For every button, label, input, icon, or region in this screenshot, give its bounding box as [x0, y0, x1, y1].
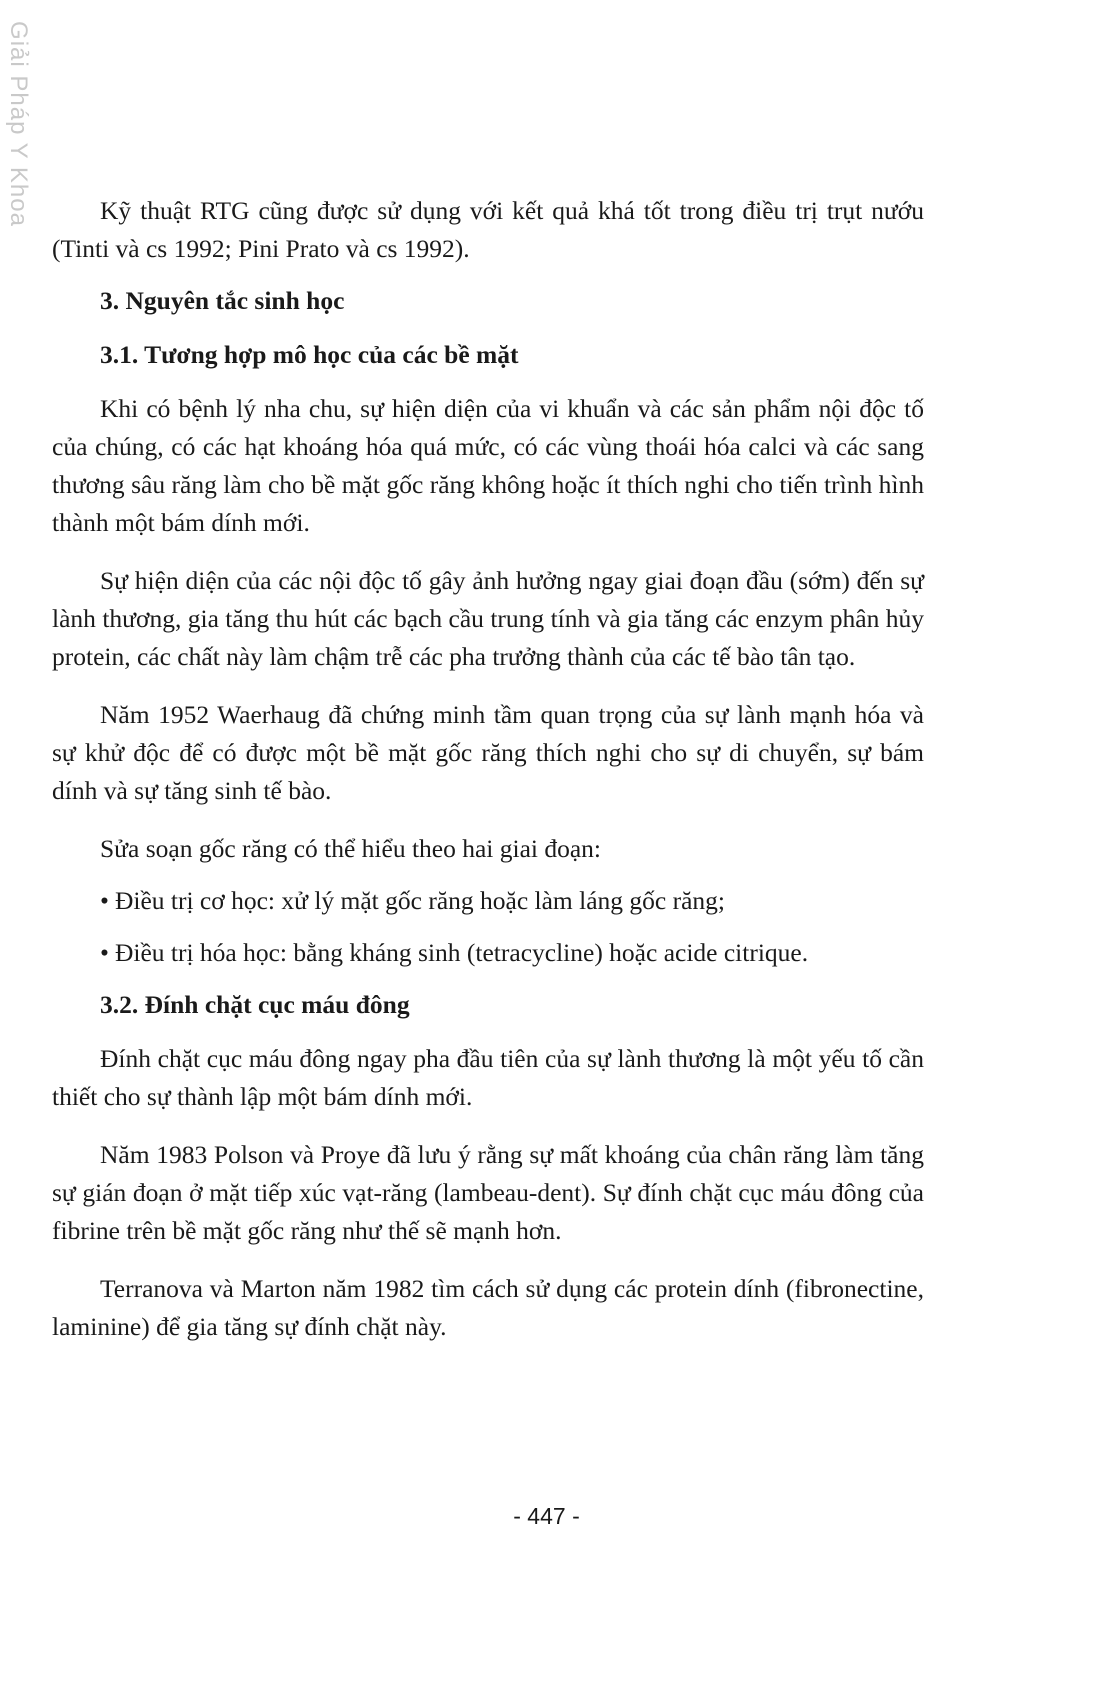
- heading-section-3: 3. Nguyên tắc sinh học: [100, 286, 345, 315]
- paragraph-terranova-marton: Terranova và Marton năm 1982 tìm cách sử dụng các protein dính (fibronectine, laminine) để gia tăng sự đính chặt này.: [52, 1274, 924, 1341]
- paragraph-periodontal: Khi có bệnh lý nha chu, sự hiện diện của vi khuẩn và các sản phẩm nội độc tố của chúng, có các hạt khoáng hóa quá mức, có các vùng thoái hóa calci và các sang thương sâu răng làm cho bề mặt gốc răng không hoặc ít thích nghi cho tiến trình hình thành một bám dính mới.: [52, 394, 924, 537]
- list-item-text: Điều trị hóa học: bằng kháng sinh (tetracycline) hoặc acide citrique.: [114, 938, 809, 967]
- bullet-icon: •: [100, 938, 109, 967]
- page-content: [52, 192, 924, 1366]
- watermark-text: Giải Pháp Y Khoa: [5, 21, 32, 227]
- paragraph-clot-adhesion: Đính chặt cục máu đông ngay pha đầu tiên của sự lành thương là một yếu tố cần thiết cho sự thành lập một bám dính mới.: [52, 1044, 924, 1111]
- treatment-list: [52, 882, 924, 972]
- paragraph-polson-proye: Năm 1983 Polson và Proye đã lưu ý rằng sự mất khoáng của chân răng làm tăng sự gián đoạn ở mặt tiếp xúc vạt-răng (lambeau-dent). Sự đính chặt cục máu đông của fibrine trên bề mặt gốc răng như thế sẽ mạnh hơn.: [52, 1140, 924, 1245]
- page-number: - 447 -: [513, 1503, 580, 1529]
- paragraph-endotoxin: Sự hiện diện của các nội độc tố gây ảnh hưởng ngay giai đoạn đầu (sớm) đến sự lành thương, gia tăng thu hút các bạch cầu trung tính và gia tăng các enzym phân hủy protein, các chất này làm chậm trễ các pha trưởng thành của các tế bào tân tạo.: [52, 566, 924, 671]
- paragraph-waerhaug: Năm 1952 Waerhaug đã chứng minh tầm quan trọng của sự lành mạnh hóa và sự khử độc để có được một bề mặt gốc răng thích nghi cho sự di chuyển, sự bám dính và sự tăng sinh tế bào.: [52, 700, 924, 805]
- list-item: [100, 934, 924, 972]
- bullet-icon: •: [100, 886, 109, 915]
- heading-section-3-2: 3.2. Đính chặt cục máu đông: [100, 990, 410, 1019]
- heading-section-3-1: 3.1. Tương hợp mô học của các bề mặt: [100, 340, 519, 369]
- list-item: [100, 882, 924, 920]
- paragraph-rtg: Kỹ thuật RTG cũng được sử dụng với kết quả khá tốt trong điều trị trụt nướu (Tinti và cs 1992; Pini Prato và cs 1992).: [52, 196, 924, 263]
- watermark: [2, 14, 34, 234]
- paragraph-root-preparation: Sửa soạn gốc răng có thể hiểu theo hai giai đoạn:: [100, 834, 602, 863]
- list-item-text: Điều trị cơ học: xử lý mặt gốc răng hoặc làm láng gốc răng;: [114, 886, 726, 915]
